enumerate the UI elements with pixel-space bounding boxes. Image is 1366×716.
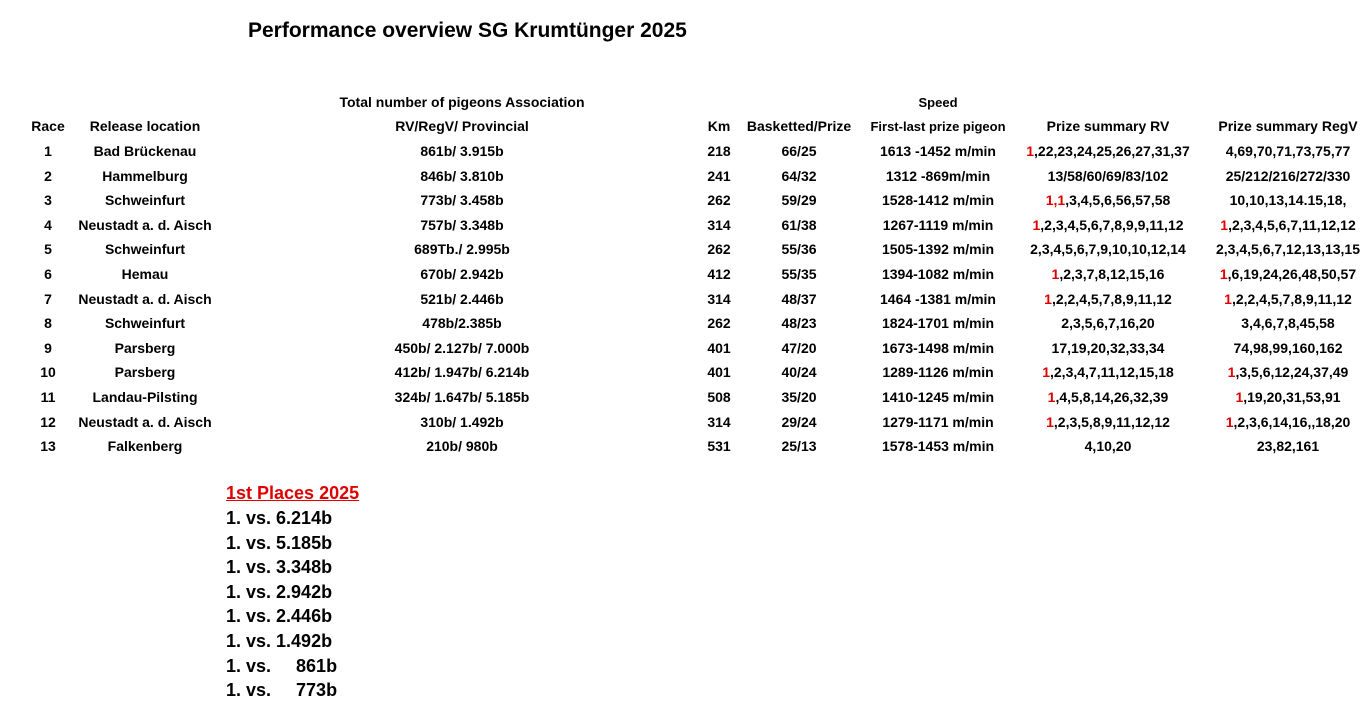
cell-total: 521b/ 2.446b: [420, 290, 504, 307]
first-place-item: 1. vs. 3.348b: [226, 557, 333, 578]
cell-total: 310b/ 1.492b: [420, 413, 504, 430]
cell-basketted: 25/13: [781, 438, 817, 455]
first-prize-highlight: 1: [1227, 364, 1236, 381]
cell-location: Falkenberg: [107, 438, 183, 455]
cell-speed: 1394-1082 m/min: [881, 266, 995, 282]
cell-basketted: 64/32: [781, 167, 817, 184]
prize-list: 2,3,4,5,6,7,9,10,10,12,14: [1030, 241, 1186, 258]
cell-prize-regv: [1235, 385, 1340, 409]
cell-prize-regv: [1230, 188, 1347, 212]
cell-km: 531: [707, 438, 731, 455]
cell-prize-rv: [1026, 139, 1190, 163]
prize-list: 13/58/60/69/83/102: [1047, 167, 1169, 184]
cell-km: 314: [707, 413, 731, 430]
page-title: Performance overview SG Krumtünger 2025: [248, 19, 687, 42]
cell-prize-regv: [1220, 213, 1355, 237]
cell-basketted: 48/23: [781, 315, 817, 332]
first-prize-highlight: 1: [1044, 290, 1052, 307]
header-prize-rv: Prize summary RV: [1046, 118, 1170, 134]
prize-list: 2,3,5,6,7,16,20: [1061, 315, 1155, 332]
cell-km: 262: [707, 241, 731, 258]
first-prize-highlight: 1: [1220, 216, 1229, 233]
table-row: [0, 287, 1366, 311]
cell-prize-regv: [1216, 237, 1360, 261]
cell-prize-rv: [1042, 360, 1174, 384]
cell-location: Hammelburg: [102, 167, 188, 184]
first-place-item: 1. vs. 2.446b: [226, 606, 333, 627]
cell-prize-rv: [1061, 311, 1154, 335]
cell-location: Neustadt a. d. Aisch: [78, 413, 212, 430]
first-prize-highlight: 1,1: [1045, 192, 1066, 209]
first-prize-highlight: 1: [1026, 143, 1035, 159]
cell-race: 3: [44, 192, 52, 209]
header-prize-regv: Prize summary RegV: [1218, 118, 1358, 134]
cell-total: 670b/ 2.942b: [420, 266, 504, 282]
cell-total: 478b/2.385b: [422, 315, 502, 332]
cell-location: Neustadt a. d. Aisch: [78, 290, 212, 307]
cell-speed: 1464 -1381 m/min: [880, 290, 996, 307]
prize-list: 10,10,13,14.15,18,: [1229, 192, 1347, 209]
cell-prize-rv: [1044, 287, 1172, 311]
cell-basketted: 48/37: [781, 290, 817, 307]
first-place-item: 1. vs. 773b: [226, 680, 338, 701]
prize-list: 74,98,99,160,162: [1233, 339, 1343, 356]
table-row: [0, 336, 1366, 360]
cell-prize-rv: [1032, 213, 1183, 237]
prize-list: ,22,23,24,25,26,27,31,37: [1034, 143, 1190, 159]
prize-list: 25/212/216/272/330: [1225, 167, 1351, 184]
header-total: RV/RegV/ Provincial: [395, 118, 529, 134]
prize-list: ,4,5,8,14,26,32,39: [1055, 389, 1169, 405]
prize-list: ,2,3,4,7,11,12,15,18: [1050, 364, 1174, 381]
cell-prize-regv: [1241, 311, 1334, 335]
first-prize-highlight: 1: [1235, 389, 1244, 405]
cell-total: 210b/ 980b: [426, 438, 498, 455]
cell-total: 412b/ 1.947b/ 6.214b: [394, 364, 530, 381]
cell-prize-regv: [1224, 287, 1352, 311]
cell-basketted: 59/29: [781, 192, 817, 209]
cell-prize-rv: [1085, 434, 1132, 458]
cell-km: 508: [707, 389, 731, 405]
cell-prize-rv: [1046, 188, 1171, 212]
prize-list: ,3,4,5,6,56,57,58: [1065, 192, 1171, 209]
cell-speed: 1279-1171 m/min: [882, 413, 994, 430]
prize-list: 3,4,6,7,8,45,58: [1241, 315, 1335, 332]
cell-speed: 1505-1392 m/min: [881, 241, 995, 258]
cell-prize-regv: [1226, 410, 1351, 434]
cell-race: 11: [40, 389, 56, 405]
cell-prize-regv: [1234, 336, 1343, 360]
prize-list: 4,69,70,71,73,75,77: [1225, 143, 1351, 159]
prize-list: ,2,3,7,8,12,15,16: [1059, 266, 1165, 282]
cell-prize-rv: [1052, 336, 1165, 360]
cell-speed: 1410-1245 m/min: [881, 389, 995, 405]
prize-list: ,2,3,5,8,9,11,12,12: [1053, 413, 1170, 430]
cell-race: 4: [44, 216, 52, 233]
cell-prize-rv: [1030, 237, 1186, 261]
cell-total: 689Tb./ 2.995b: [414, 241, 510, 258]
header-release-location: Release location: [89, 118, 201, 134]
prize-list: ,19,20,31,53,91: [1243, 389, 1341, 405]
first-places-title: 1st Places 2025: [226, 483, 360, 503]
cell-prize-regv: [1228, 360, 1349, 384]
prize-list: ,2,2,4,5,7,8,9,11,12: [1231, 290, 1352, 307]
cell-total: 861b/ 3.915b: [420, 143, 504, 159]
cell-total: 757b/ 3.348b: [420, 216, 504, 233]
cell-km: 314: [707, 290, 731, 307]
cell-km: 314: [707, 216, 731, 233]
cell-prize-rv: [1048, 385, 1169, 409]
cell-race: 12: [40, 413, 56, 430]
first-prize-highlight: 1: [1224, 290, 1232, 307]
cell-location: Bad Brückenau: [93, 143, 197, 159]
cell-location: Schweinfurt: [104, 315, 186, 332]
cell-basketted: 55/36: [781, 241, 817, 258]
table-row: [0, 311, 1366, 335]
cell-basketted: 47/20: [781, 339, 817, 356]
header-km: Km: [707, 118, 731, 134]
cell-race: 1: [44, 143, 52, 159]
table-row: [0, 237, 1366, 261]
header-total-top: Total number of pigeons Association: [339, 94, 585, 110]
table-row: [0, 360, 1366, 384]
first-prize-highlight: 1: [1047, 389, 1056, 405]
cell-prize-regv: [1257, 434, 1319, 458]
cell-location: Schweinfurt: [104, 241, 186, 258]
table-row: [0, 410, 1366, 434]
cell-race: 7: [44, 290, 52, 307]
cell-location: Parsberg: [114, 339, 176, 356]
table-row: [0, 434, 1366, 458]
header-basketted: Basketted/Prize: [746, 118, 852, 134]
cell-km: 241: [707, 167, 731, 184]
cell-basketted: 35/20: [781, 389, 817, 405]
first-place-item: 1. vs. 1.492b: [226, 630, 333, 651]
first-place-item: 1. vs. 5.185b: [226, 532, 333, 553]
cell-basketted: 55/35: [781, 266, 817, 282]
cell-km: 262: [707, 192, 731, 209]
cell-prize-rv: [1046, 410, 1170, 434]
cell-km: 218: [707, 143, 731, 159]
first-place-item: 1. vs. 861b: [226, 655, 338, 676]
cell-total: 450b/ 2.127b/ 7.000b: [394, 339, 530, 356]
prize-list: ,2,2,4,5,7,8,9,11,12: [1051, 290, 1172, 307]
cell-speed: 1578-1453 m/min: [881, 438, 995, 455]
cell-basketted: 61/38: [781, 216, 817, 233]
cell-km: 401: [707, 339, 731, 356]
cell-speed: 1267-1119 m/min: [882, 216, 994, 233]
cell-race: 5: [44, 241, 52, 258]
cell-speed: 1673-1498 m/min: [881, 339, 995, 356]
cell-km: 262: [707, 315, 731, 332]
cell-race: 2: [44, 167, 52, 184]
cell-location: Schweinfurt: [104, 192, 186, 209]
prize-list: ,2,3,4,5,6,7,11,12,12: [1228, 216, 1356, 233]
cell-race: 8: [44, 315, 52, 332]
cell-basketted: 29/24: [781, 413, 817, 430]
cell-location: Hemau: [121, 266, 169, 282]
cell-km: 401: [707, 364, 731, 381]
first-prize-highlight: 1: [1219, 266, 1228, 282]
prize-list: 17,19,20,32,33,34: [1051, 339, 1165, 356]
first-places-list: [226, 506, 359, 703]
cell-speed: 1528-1412 m/min: [881, 192, 995, 209]
cell-prize-regv: [1226, 164, 1351, 188]
first-place-item: 1. vs. 6.214b: [226, 508, 333, 528]
cell-speed: 1824-1701 m/min: [881, 315, 995, 332]
cell-km: 412: [707, 266, 731, 282]
cell-race: 6: [44, 266, 52, 282]
prize-list: ,6,19,24,26,48,50,57: [1227, 266, 1357, 282]
prize-list: ,2,3,6,14,16,,18,20: [1233, 413, 1351, 430]
cell-speed: 1312 -869m/min: [885, 167, 991, 184]
cell-prize-regv: [1226, 139, 1351, 163]
prize-list: 2,3,4,5,6,7,12,13,13,15: [1215, 241, 1361, 258]
first-prize-highlight: 1: [1032, 216, 1041, 233]
cell-basketted: 40/24: [781, 364, 817, 381]
cell-prize-rv: [1048, 164, 1169, 188]
table-row: [0, 213, 1366, 237]
cell-prize-regv: [1220, 262, 1356, 286]
first-places-section: [226, 482, 359, 703]
table-row: [0, 262, 1366, 286]
header-speed-top: Speed: [918, 95, 958, 110]
cell-race: 13: [40, 438, 56, 455]
first-prize-highlight: 1: [1046, 413, 1054, 430]
header-speed: First-last prize pigeon: [870, 119, 1006, 134]
cell-total: 846b/ 3.810b: [420, 167, 504, 184]
cell-basketted: 66/25: [781, 143, 817, 159]
cell-race: 10: [40, 364, 56, 381]
cell-speed: 1613 -1452 m/min: [880, 143, 996, 159]
table-row: [0, 164, 1366, 188]
table-row: [0, 385, 1366, 409]
first-prize-highlight: 1: [1225, 413, 1234, 430]
cell-race: 9: [44, 339, 52, 356]
cell-total: 773b/ 3.458b: [420, 192, 504, 209]
cell-location: Neustadt a. d. Aisch: [78, 216, 212, 233]
first-prize-highlight: 1: [1042, 364, 1051, 381]
cell-location: Landau-Pilsting: [92, 389, 198, 405]
first-prize-highlight: 1: [1051, 266, 1060, 282]
prize-list: ,2,3,4,5,6,7,8,9,9,11,12: [1040, 216, 1184, 233]
cell-total: 324b/ 1.647b/ 5.185b: [394, 389, 530, 405]
prize-list: ,3,5,6,12,24,37,49: [1235, 364, 1349, 381]
header-race: Race: [31, 118, 65, 134]
cell-location: Parsberg: [114, 364, 176, 381]
cell-prize-rv: [1052, 262, 1165, 286]
table-row: [0, 139, 1366, 163]
prize-list: 23,82,161: [1256, 438, 1320, 455]
cell-speed: 1289-1126 m/min: [882, 364, 994, 381]
table-row: [0, 188, 1366, 212]
prize-list: 4,10,20: [1084, 438, 1132, 455]
first-place-item: 1. vs. 2.942b: [226, 581, 333, 602]
